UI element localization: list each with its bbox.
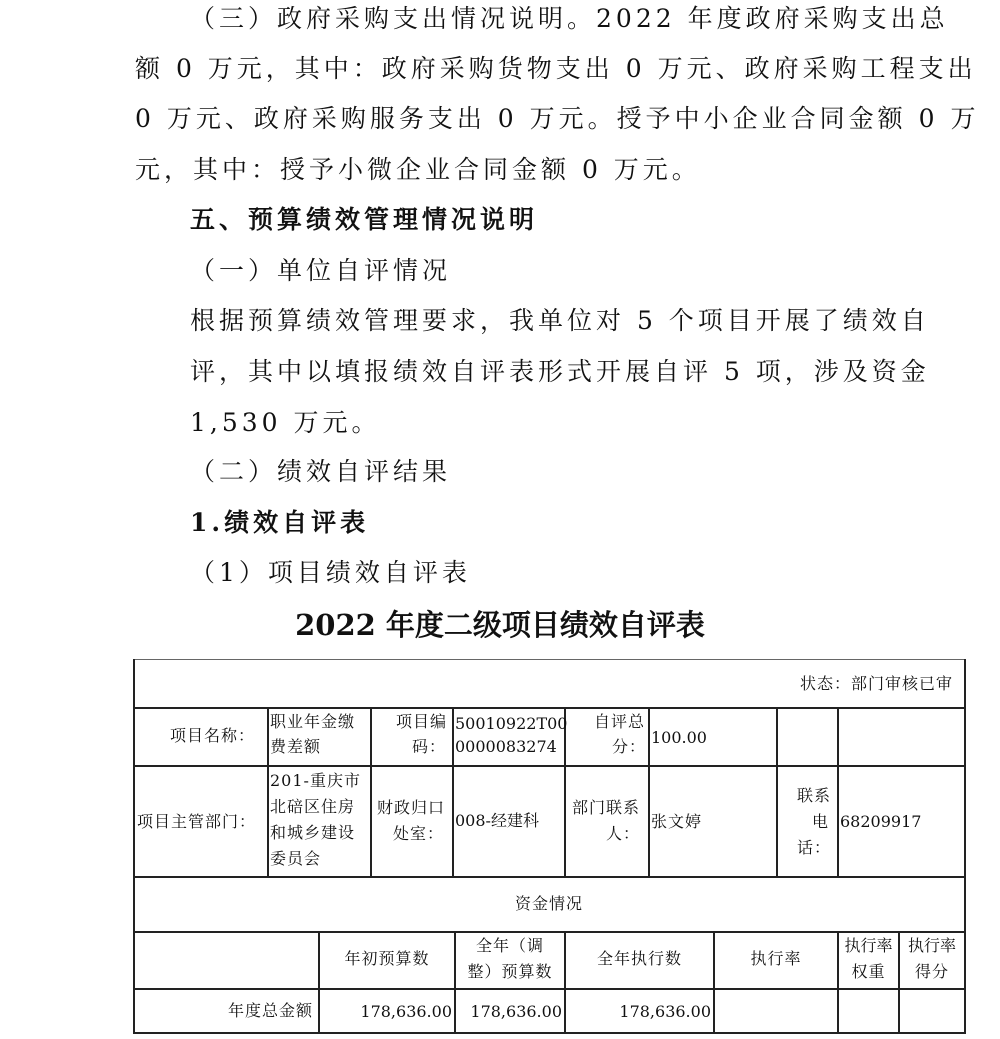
phone-label: 联系 — [797, 786, 832, 805]
phone-label: 话： — [797, 838, 832, 857]
dept-value: 和城乡建设 — [270, 823, 356, 842]
project-code-value: 50010922T00 — [455, 714, 568, 733]
subsection-heading: （一）单位自评情况 — [190, 256, 452, 285]
finance-value: 008-经建科 — [455, 811, 539, 830]
section-heading: 五、预算绩效管理情况说明 — [190, 205, 539, 234]
phone-value: 68209917 — [840, 812, 922, 831]
table-title: 2022 年度二级项目绩效自评表 — [295, 608, 705, 642]
row-total-adjusted: 178,636.00 — [470, 1002, 562, 1021]
table-subheading: （1）项目绩效自评表 — [190, 558, 471, 587]
table-section-heading: 1.绩效自评表 — [190, 508, 370, 537]
score-label: 分： — [612, 737, 647, 756]
subsection-heading: （二）绩效自评结果 — [190, 457, 452, 486]
project-name-value: 职业年金缴 — [270, 712, 356, 731]
contact-value: 张文婷 — [651, 812, 703, 831]
phone-label: 电 — [812, 812, 830, 831]
paragraph-line: （三）政府采购支出情况说明。2022 年度政府采购支出总 — [190, 4, 949, 33]
dept-value: 委员会 — [270, 849, 322, 868]
status-label: 状态：部门审核已审 — [800, 674, 954, 693]
dept-value: 201-重庆市 — [270, 771, 361, 790]
project-name-value: 费差额 — [270, 737, 322, 756]
col-adjusted-budget: 整）预算数 — [467, 962, 553, 981]
contact-label: 部门联系 — [572, 798, 641, 817]
col-rate-weight: 权重 — [851, 962, 886, 981]
col-rate-weight: 执行率 — [844, 936, 893, 955]
project-code-value: 0000083274 — [455, 737, 557, 756]
col-rate-score: 得分 — [914, 962, 949, 981]
paragraph-line: 评，其中以填报绩效自评表形式开展自评 5 项，涉及资金 — [190, 357, 930, 386]
project-code-label: 项目编 — [396, 712, 448, 731]
paragraph-line: 0 万元、政府采购服务支出 0 万元。授予中小企业合同金额 0 万 — [135, 104, 980, 133]
row-total-executed: 178,636.00 — [619, 1002, 711, 1021]
contact-label: 人： — [606, 824, 641, 843]
paragraph-line: 1,530 万元。 — [190, 408, 381, 437]
col-rate-score: 执行率 — [907, 936, 956, 955]
col-initial-budget: 年初预算数 — [344, 949, 430, 968]
score-label: 自评总 — [594, 712, 646, 731]
col-execution-rate: 执行率 — [750, 949, 802, 968]
dept-value: 北碚区住房 — [270, 797, 356, 816]
finance-label: 处室： — [393, 824, 445, 843]
col-executed: 全年执行数 — [596, 949, 682, 968]
row-total-label: 年度总金额 — [228, 1001, 314, 1020]
dept-label: 项目主管部门： — [137, 812, 257, 831]
funds-header: 资金情况 — [514, 894, 583, 913]
project-name-label: 项目名称： — [170, 726, 256, 745]
score-value: 100.00 — [651, 728, 707, 747]
paragraph-line: 元，其中：授予小微企业合同金额 0 万元。 — [135, 155, 701, 184]
paragraph-line: 根据预算绩效管理要求，我单位对 5 个项目开展了绩效自 — [190, 306, 930, 335]
col-adjusted-budget: 全年（调 — [475, 936, 544, 955]
project-code-label: 码： — [412, 737, 447, 756]
paragraph-line: 额 0 万元，其中：政府采购货物支出 0 万元、政府采购工程支出 — [135, 54, 977, 83]
row-total-initial: 178,636.00 — [360, 1002, 452, 1021]
finance-label: 财政归口 — [377, 798, 446, 817]
